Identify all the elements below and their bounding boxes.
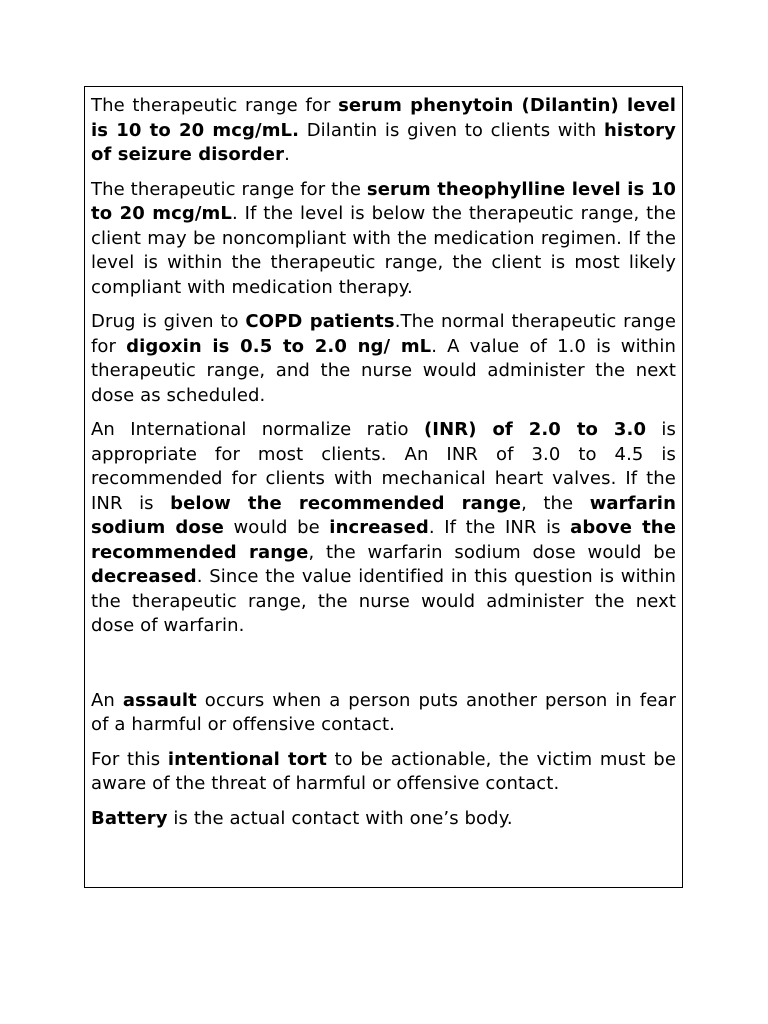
text-run: , the bbox=[521, 492, 590, 514]
bold-text-run: below the recommended range bbox=[170, 492, 522, 514]
text-run: is appropriate for most clients. An INR of 3.0 to 4.5 is recommended for clients with mechanical heart valves. If the INR is bbox=[91, 419, 677, 514]
paragraph-digoxin bbox=[91, 310, 676, 408]
text-run: to be actionable, the victim must be aware of the threat of harmful or offensive contact. bbox=[91, 748, 676, 794]
bold-text-run: COPD patients bbox=[245, 311, 395, 332]
paragraph-phenytoin bbox=[91, 94, 676, 168]
text-run: An bbox=[91, 689, 123, 711]
text-run: For this bbox=[91, 748, 168, 770]
text-run: occurs when a person puts another person in fear of a harmful or offensive contact. bbox=[91, 689, 677, 735]
bold-text-run: decreased bbox=[91, 566, 197, 587]
bold-text-run: serum theophylline level is 10 to 20 mcg/mL bbox=[91, 178, 676, 224]
text-run: would be bbox=[223, 517, 330, 538]
text-run: An International normalize ratio bbox=[91, 419, 424, 440]
text-run: . Since the value identified in this question is within the therapeutic range, the nurse would administer the next dose of warfarin. bbox=[91, 566, 676, 636]
text-run: . bbox=[284, 144, 290, 165]
text-run: . A value of 1.0 is within therapeutic range, and the nurse would administer the next dose as scheduled. bbox=[91, 335, 676, 406]
bold-text-run: assault bbox=[122, 689, 197, 711]
paragraph-inr-warfarin bbox=[91, 418, 676, 639]
bold-text-run: serum phenytoin (Dilantin) level is 10 to 20 mcg/mL. bbox=[91, 95, 676, 141]
bold-text-run: warfarin sodium dose bbox=[91, 492, 676, 538]
bold-text-run: history of seizure disorder bbox=[91, 119, 676, 165]
paragraph-battery bbox=[91, 807, 676, 832]
text-run: Dilantin is given to clients with bbox=[299, 119, 605, 141]
bold-text-run: Battery bbox=[91, 807, 168, 829]
paragraph-assault bbox=[91, 689, 676, 738]
text-run: The therapeutic range for the bbox=[91, 178, 367, 200]
paragraph-theophylline bbox=[91, 178, 676, 301]
text-run: .The normal therapeutic range for bbox=[91, 311, 676, 357]
text-run: , the warfarin sodium dose would be bbox=[308, 541, 677, 563]
bold-text-run: (INR) of 2.0 to 3.0 bbox=[423, 419, 647, 440]
text-run: The therapeutic range for bbox=[91, 95, 339, 116]
paragraph-intentional-tort bbox=[91, 748, 676, 797]
bold-text-run: increased bbox=[329, 517, 429, 538]
text-box bbox=[84, 86, 683, 888]
text-run: is the actual contact with one’s body. bbox=[167, 807, 513, 829]
text-run: . If the INR is bbox=[428, 517, 571, 538]
text-run: Drug is given to bbox=[91, 311, 246, 332]
bold-text-run: above the recommended range bbox=[91, 517, 677, 563]
bold-text-run: digoxin is 0.5 to 2.0 ng/ mL bbox=[126, 335, 432, 357]
bold-text-run: intentional tort bbox=[167, 748, 327, 770]
text-run: . If the level is below the therapeutic range, the client may be noncompliant with the medication regimen. If the level is within the therapeutic range, the client is most likely compliant with medication therapy. bbox=[91, 203, 676, 298]
